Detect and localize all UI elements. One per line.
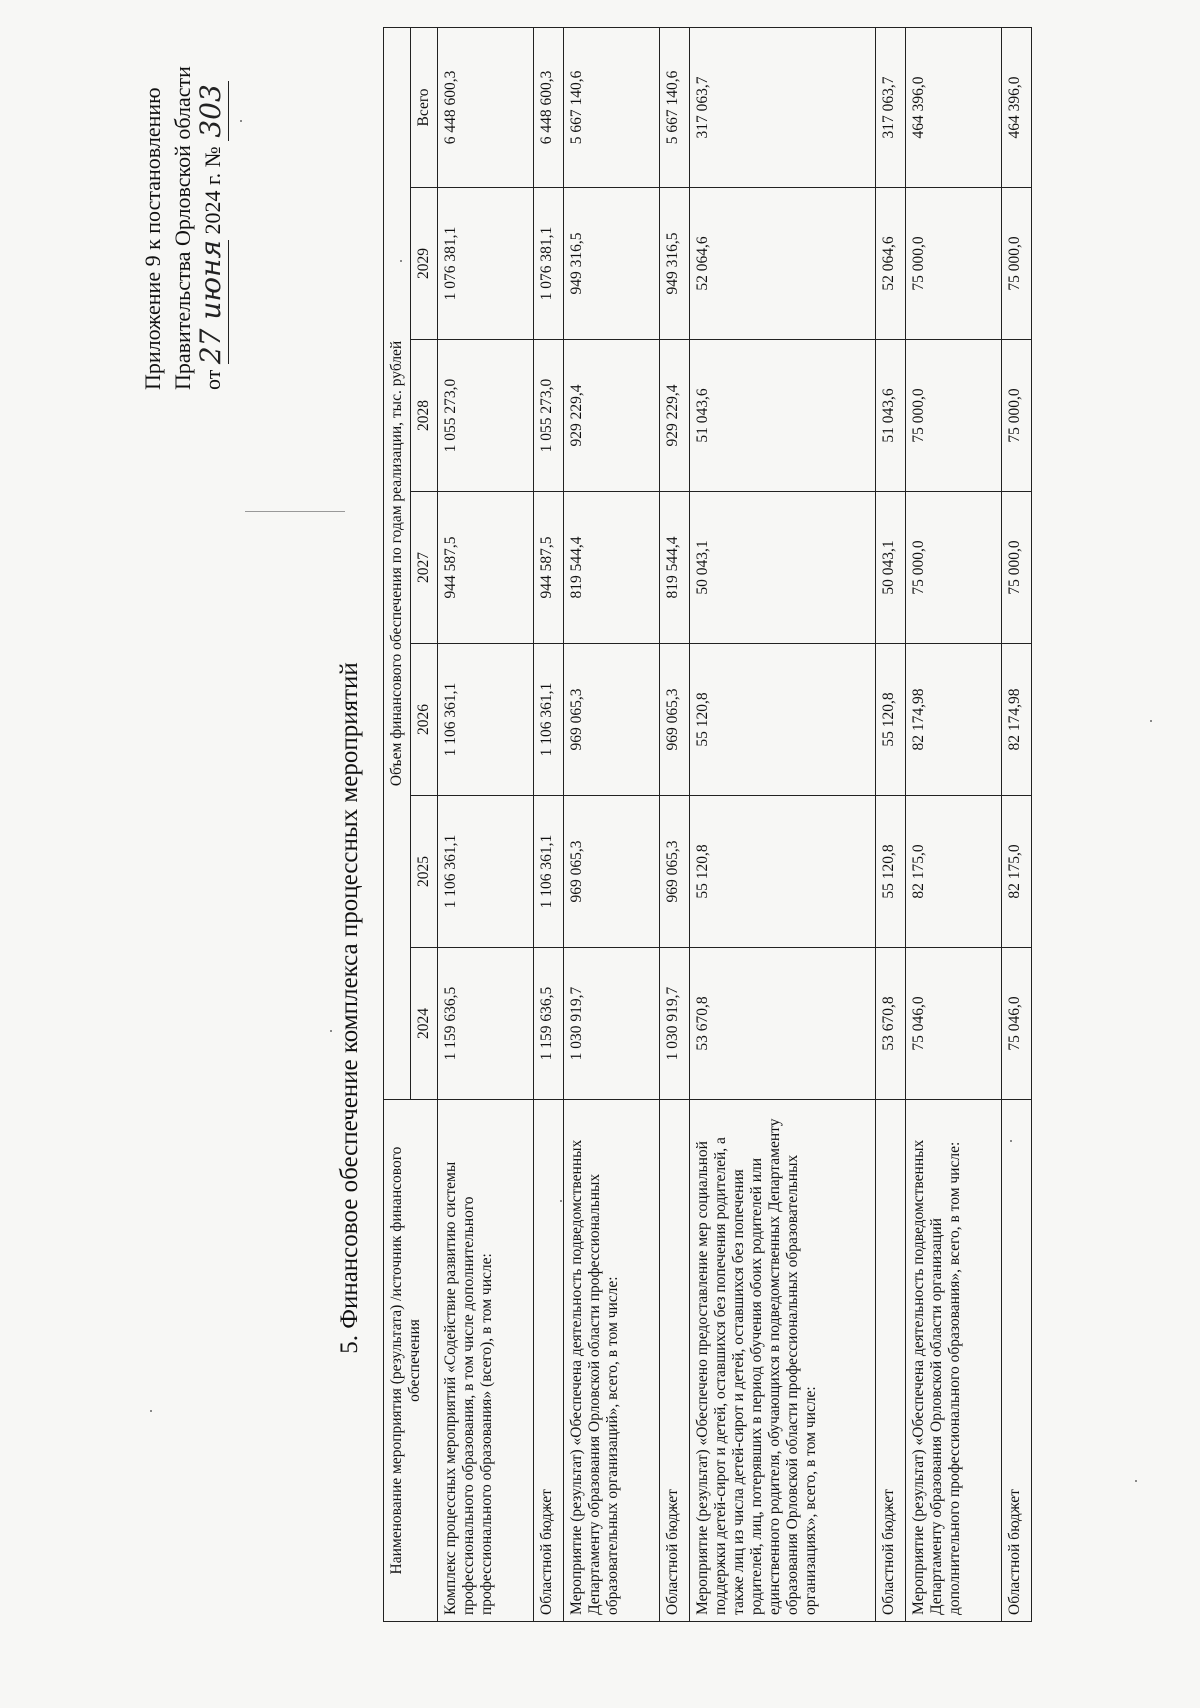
scan-speck — [1150, 720, 1152, 722]
value-cell: 75 000,0 — [1002, 492, 1032, 644]
table-body — [438, 27, 1032, 1621]
value-cell: 944 587,5 — [534, 492, 564, 644]
value-cell: 819 544,4 — [564, 492, 660, 644]
table-row — [438, 27, 534, 1621]
table-row — [534, 27, 564, 1621]
value-cell: 969 065,3 — [660, 644, 690, 796]
value-cell: 1 106 361,1 — [438, 644, 534, 796]
value-cell: 5 667 140,6 — [564, 27, 660, 187]
value-cell: 1 055 273,0 — [534, 340, 564, 492]
value-cell: 75 000,0 — [1002, 188, 1032, 340]
value-cell: 1 030 919,7 — [660, 948, 690, 1100]
scan-speck — [560, 1200, 562, 1202]
table-row — [1002, 27, 1032, 1621]
scan-speck — [330, 1030, 332, 1032]
year-header-cell: 2024 — [411, 948, 438, 1100]
value-cell: 464 396,0 — [1002, 27, 1032, 187]
year-header-cell: 2028 — [411, 340, 438, 492]
value-cell: 75 000,0 — [1002, 340, 1032, 492]
value-cell: 1 076 381,1 — [534, 188, 564, 340]
value-cell: 969 065,3 — [660, 796, 690, 948]
value-cell: 75 046,0 — [1002, 948, 1032, 1100]
value-cell: 1 076 381,1 — [438, 188, 534, 340]
scan-artifact-line — [245, 511, 345, 512]
value-cell: 75 000,0 — [906, 188, 1002, 340]
scan-speck — [150, 1410, 152, 1412]
value-cell: 51 043,6 — [690, 340, 876, 492]
value-cell: 949 316,5 — [660, 188, 690, 340]
row-name-cell: Мероприятие (результат) «Обеспечено предоставление мер социальной поддержки детей-сирот и детей, оставшихся без попечения родителей, а также лиц из числа детей-сирот и детей, оставшихся без попечения родителей, лиц, потерявших в период обучения обоих родителей или единственного родителя, обучающихся в подведомственных Департаменту образования Орловской области профессиональных образовательных организациях», всего, в том числе: — [690, 1100, 876, 1622]
value-cell: 55 120,8 — [876, 644, 906, 796]
appendix-line-1: Приложение 9 к постановлению — [140, 87, 165, 390]
value-cell: 1 159 636,5 — [534, 948, 564, 1100]
financing-group-header: Объем финансового обеспечения по годам реализации, тыс. рублей — [384, 27, 411, 1099]
table-row — [690, 27, 876, 1621]
row-name-cell: Областной бюджет — [876, 1100, 906, 1622]
row-name-cell: Областной бюджет — [660, 1100, 690, 1622]
year-header-cell: 2029 — [411, 188, 438, 340]
value-cell: 1 159 636,5 — [438, 948, 534, 1100]
value-cell: 969 065,3 — [564, 796, 660, 948]
value-cell: 50 043,1 — [690, 492, 876, 644]
value-cell: 6 448 600,3 — [438, 27, 534, 187]
financing-table — [383, 27, 1032, 1622]
value-cell: 969 065,3 — [564, 644, 660, 796]
value-cell: 819 544,4 — [660, 492, 690, 644]
value-cell: 929 229,4 — [564, 340, 660, 492]
value-cell: 944 587,5 — [438, 492, 534, 644]
table-row — [660, 27, 690, 1621]
value-cell: 55 120,8 — [690, 796, 876, 948]
value-cell: 75 000,0 — [906, 340, 1002, 492]
value-cell: 317 063,7 — [876, 27, 906, 187]
value-cell: 50 043,1 — [876, 492, 906, 644]
scan-speck — [1135, 1480, 1137, 1482]
scan-speck — [1010, 1140, 1012, 1142]
scan-speck — [400, 260, 402, 262]
value-cell: 1 055 273,0 — [438, 340, 534, 492]
table-row — [906, 27, 1002, 1621]
row-name-cell: Областной бюджет — [1002, 1100, 1032, 1622]
year-header-cell: 2025 — [411, 796, 438, 948]
year-header-cell: Всего — [411, 27, 438, 187]
date-prefix: от — [200, 369, 225, 390]
value-cell: 53 670,8 — [876, 948, 906, 1100]
year-number-label: 2024 г. № — [200, 146, 225, 235]
value-cell: 55 120,8 — [876, 796, 906, 948]
row-name-cell: Комплекс процессных мероприятий «Содействие развитию системы профессионального образования, в том числе дополнительного профессионального образования» (всего), в том числе: — [438, 1100, 534, 1622]
value-cell: 464 396,0 — [906, 27, 1002, 187]
value-cell: 929 229,4 — [660, 340, 690, 492]
appendix-line-3 — [194, 30, 229, 390]
value-cell: 53 670,8 — [690, 948, 876, 1100]
value-cell: 1 106 361,1 — [534, 644, 564, 796]
value-cell: 317 063,7 — [690, 27, 876, 187]
year-header-cell: 2026 — [411, 644, 438, 796]
value-cell: 82 174,98 — [906, 644, 1002, 796]
value-cell: 82 175,0 — [906, 796, 1002, 948]
value-cell: 5 667 140,6 — [660, 27, 690, 187]
value-cell: 55 120,8 — [690, 644, 876, 796]
scan-speck — [240, 120, 242, 122]
value-cell: 52 064,6 — [690, 188, 876, 340]
value-cell: 51 043,6 — [876, 340, 906, 492]
year-header-cell: 2027 — [411, 492, 438, 644]
handwritten-date: 27 июня — [194, 239, 227, 365]
table-row — [876, 27, 906, 1621]
handwritten-number: 303 — [198, 81, 229, 141]
value-cell: 949 316,5 — [564, 188, 660, 340]
table-header-row — [384, 27, 411, 1621]
value-cell: 82 174,98 — [1002, 644, 1032, 796]
value-cell: 6 448 600,3 — [534, 27, 564, 187]
value-cell: 75 000,0 — [906, 492, 1002, 644]
row-name-cell: Мероприятие (результат) «Обеспечена деятельность подведомственных Департаменту образования Орловской области организаций дополнительного профессионального образования», всего, в том числе: — [906, 1100, 1002, 1622]
appendix-line-2: Правительства Орловской области — [170, 66, 195, 390]
value-cell: 75 046,0 — [906, 948, 1002, 1100]
row-name-cell: Мероприятие (результат) «Обеспечена деятельность подведомственных Департаменту образования Орловской области профессиональных образовательных организаций», всего, в том числе: — [564, 1100, 660, 1622]
value-cell: 1 030 919,7 — [564, 948, 660, 1100]
value-cell: 1 106 361,1 — [438, 796, 534, 948]
value-cell: 82 175,0 — [1002, 796, 1032, 948]
table-row — [564, 27, 660, 1621]
row-name-cell: Областной бюджет — [534, 1100, 564, 1622]
value-cell: 1 106 361,1 — [534, 796, 564, 948]
value-cell: 52 064,6 — [876, 188, 906, 340]
document-title: 5. Финансовое обеспечение комплекса процессных мероприятий — [336, 662, 363, 1354]
appendix-heading — [138, 30, 229, 390]
col-name-header: Наименование мероприятия (результата) /источник финансового обеспечения — [384, 1100, 438, 1622]
